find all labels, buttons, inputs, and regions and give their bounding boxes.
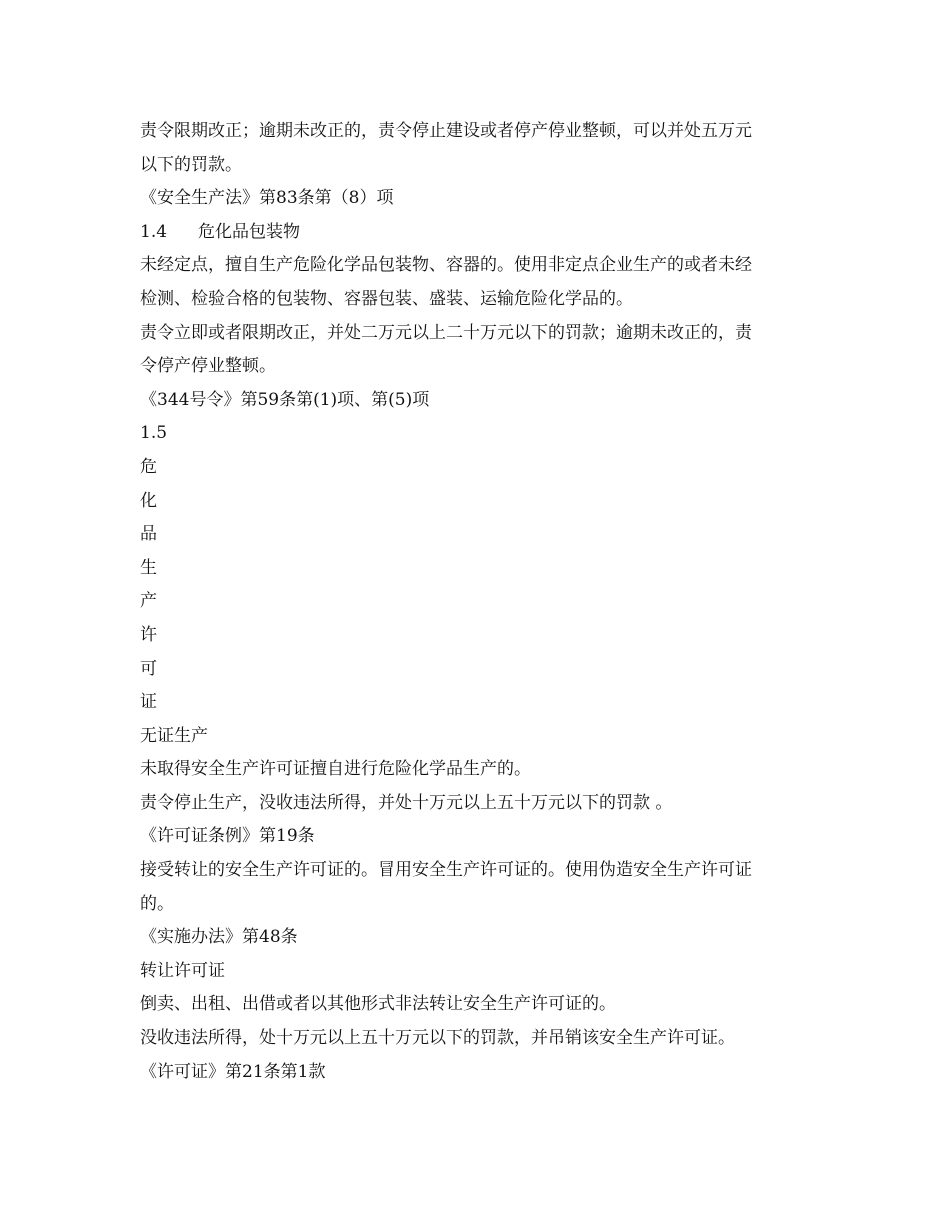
vertical-title-char: 品 bbox=[140, 524, 157, 545]
law-citation: 《实施办法》第48条 bbox=[140, 927, 298, 948]
subsection-title: 转让许可证 bbox=[140, 960, 225, 981]
text-line: 接受转让的安全生产许可证的。冒用安全生产许可证的。使用伪造安全生产许可证 bbox=[140, 860, 752, 881]
text-line: 没收违法所得，处十万元以上五十万元以下的罚款，并吊销该安全生产许可证。 bbox=[140, 1028, 735, 1049]
vertical-title-char: 证 bbox=[140, 692, 157, 713]
vertical-title-char: 可 bbox=[140, 658, 157, 679]
law-citation: 《许可证》第21条第1款 bbox=[140, 1061, 326, 1082]
subsection-title: 无证生产 bbox=[140, 725, 208, 746]
text-line: 责令停止生产，没收违法所得，并处十万元以上五十万元以下的罚款 。 bbox=[140, 792, 673, 813]
section-title: 危化品包装物 bbox=[198, 221, 300, 242]
text-line: 责令立即或者限期改正，并处二万元以上二十万元以下的罚款；逾期未改正的，责 bbox=[140, 322, 752, 343]
text-line: 未经定点，擅自生产危险化学品包装物、容器的。使用非定点企业生产的或者未经 bbox=[140, 255, 752, 276]
text-line: 令停产停业整顿。 bbox=[140, 356, 276, 377]
section-number: 1.4 bbox=[140, 221, 168, 242]
vertical-title-char: 化 bbox=[140, 490, 157, 511]
law-citation: 《344号令》第59条第(1)项、第(5)项 bbox=[140, 389, 430, 410]
section-number: 1.5 bbox=[140, 423, 168, 444]
text-line: 以下的罚款。 bbox=[140, 154, 242, 175]
section-heading bbox=[140, 216, 820, 250]
law-citation: 《安全生产法》第83条第（8）项 bbox=[140, 188, 394, 209]
vertical-title-char: 危 bbox=[140, 456, 157, 477]
document-page bbox=[140, 115, 820, 1089]
text-line: 责令限期改正；逾期未改正的，责令停止建设或者停产停业整顿，可以并处五万元 bbox=[140, 121, 752, 141]
text-line: 的。 bbox=[140, 893, 174, 914]
text-line: 检测、检验合格的包装物、容器包装、盛装、运输危险化学品的。 bbox=[140, 288, 633, 309]
vertical-title-char: 产 bbox=[140, 591, 157, 612]
law-citation: 《许可证条例》第19条 bbox=[140, 826, 315, 847]
vertical-title-char: 生 bbox=[140, 557, 157, 578]
vertical-title-char: 许 bbox=[140, 624, 157, 645]
text-line: 未取得安全生产许可证擅自进行危险化学品生产的。 bbox=[140, 759, 531, 780]
text-line: 倒卖、出租、出借或者以其他形式非法转让安全生产许可证的。 bbox=[140, 994, 616, 1015]
